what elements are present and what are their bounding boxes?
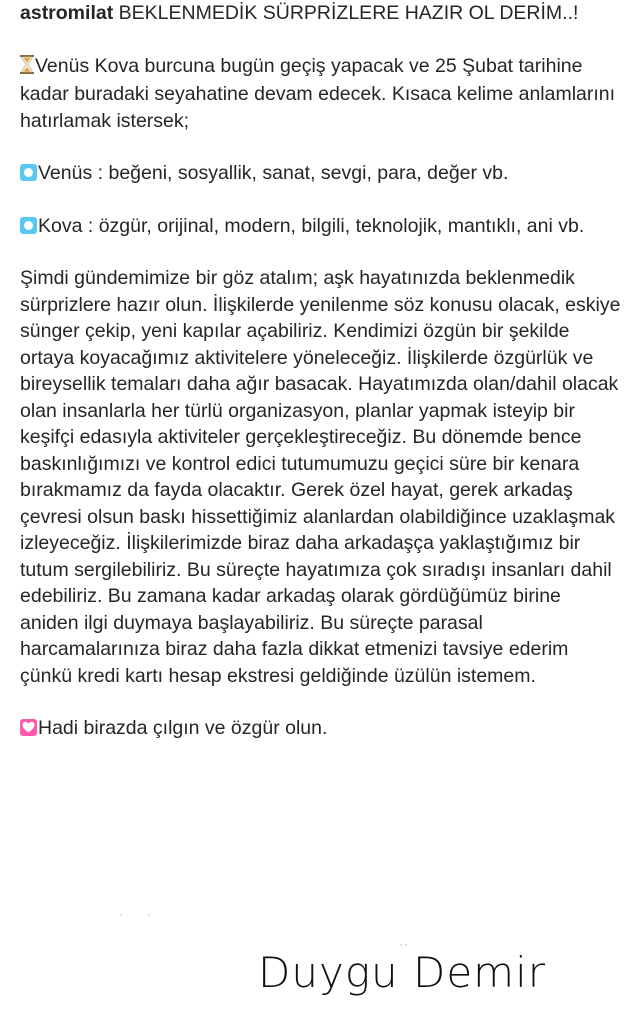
kova-paragraph [20,213,624,240]
body-paragraph: Şimdi gündemimize bir göz atalım; aşk hayatınızda beklenmedik sürprizlere hazır olun. İlişkilerde yenilenme söz konusu olacak, eskiye sünger çekip, yeni kapılar açabiliriz. Kendimizi özgün bir şekilde ortaya koyacağımız aktivitelere yöneleceğiz. İlişkilerde özgürlük ve bireysellik temaları daha ağır basacak. Hayatımızda olan/dahil olacak olan insanlarla her türlü organizasyon, planlar yapmak isteyip bir keşifçi edasıyla aktiviteler gerçekleştireceğiz. Bu dönemde bence baskınlığımızı ve kontrol edici tutumumuzu geçici süre bir kenara bırakmamız da fayda olacaktır. Gerek özel hayat, gerek arkadaş çevresi olsun baskı hissettiğimiz alanlardan olabildiğince uzaklaşmak izleyeceğiz. İlişkilerimizde biraz daha arkadaşça yaklaştığımız bir tutum sergilebiliriz. Bu süreçte hayatımıza çok sıradışı insanları dahil edebiliriz. Bu zamana kadar arkadaş olarak gördüğümüz birine aniden ilgi duymaya başlayabiliriz. Bu süreçte parasal harcamalarınıza biraz daha fazla dikkat etmenizi tavsiye ederim çünkü kredi kartı hesap ekstresi geldiğinde üzülün istemem. [20,267,621,687]
speck-decoration [148,914,150,916]
username-link[interactable]: astromilat [20,2,114,24]
spacer [20,27,624,53]
spacer [20,187,624,213]
caption-headline-line [20,0,624,27]
speck-decoration [400,944,402,946]
intro-paragraph [20,53,624,135]
speck-decoration [120,914,122,916]
venus-text: Venüs : beğeni, sosyallik, sanat, sevgi, para, değer vb. [38,162,509,184]
venus-paragraph [20,160,624,187]
caption-headline: BEKLENMEDİK SÜRPRİZLERE HAZIR OL DERİM..! [118,2,579,24]
spacer [20,134,624,160]
closing-paragraph [20,715,624,742]
heart-icon [20,719,37,736]
post-caption [20,0,624,742]
kova-text: Kova : özgür, orijinal, modern, bilgili, teknolojik, mantıklı, ani vb. [38,214,585,237]
intro-text: Venüs Kova burcuna bugün geçiş yapacak ve 25 Şubat tarihine kadar buradaki seyahatine devam edecek. Kısaca kelime anlamlarını hatırlamak istersek; [20,54,616,132]
blue-square-icon [20,164,37,181]
spacer [20,239,624,265]
closing-text: Hadi birazda çılgın ve özgür olun. [38,717,328,739]
speck-decoration [405,944,407,946]
blue-square-icon [20,217,37,234]
hourglass-icon [20,55,34,82]
spacer [20,689,624,715]
signature-watermark: Duygu Demir [258,948,547,997]
